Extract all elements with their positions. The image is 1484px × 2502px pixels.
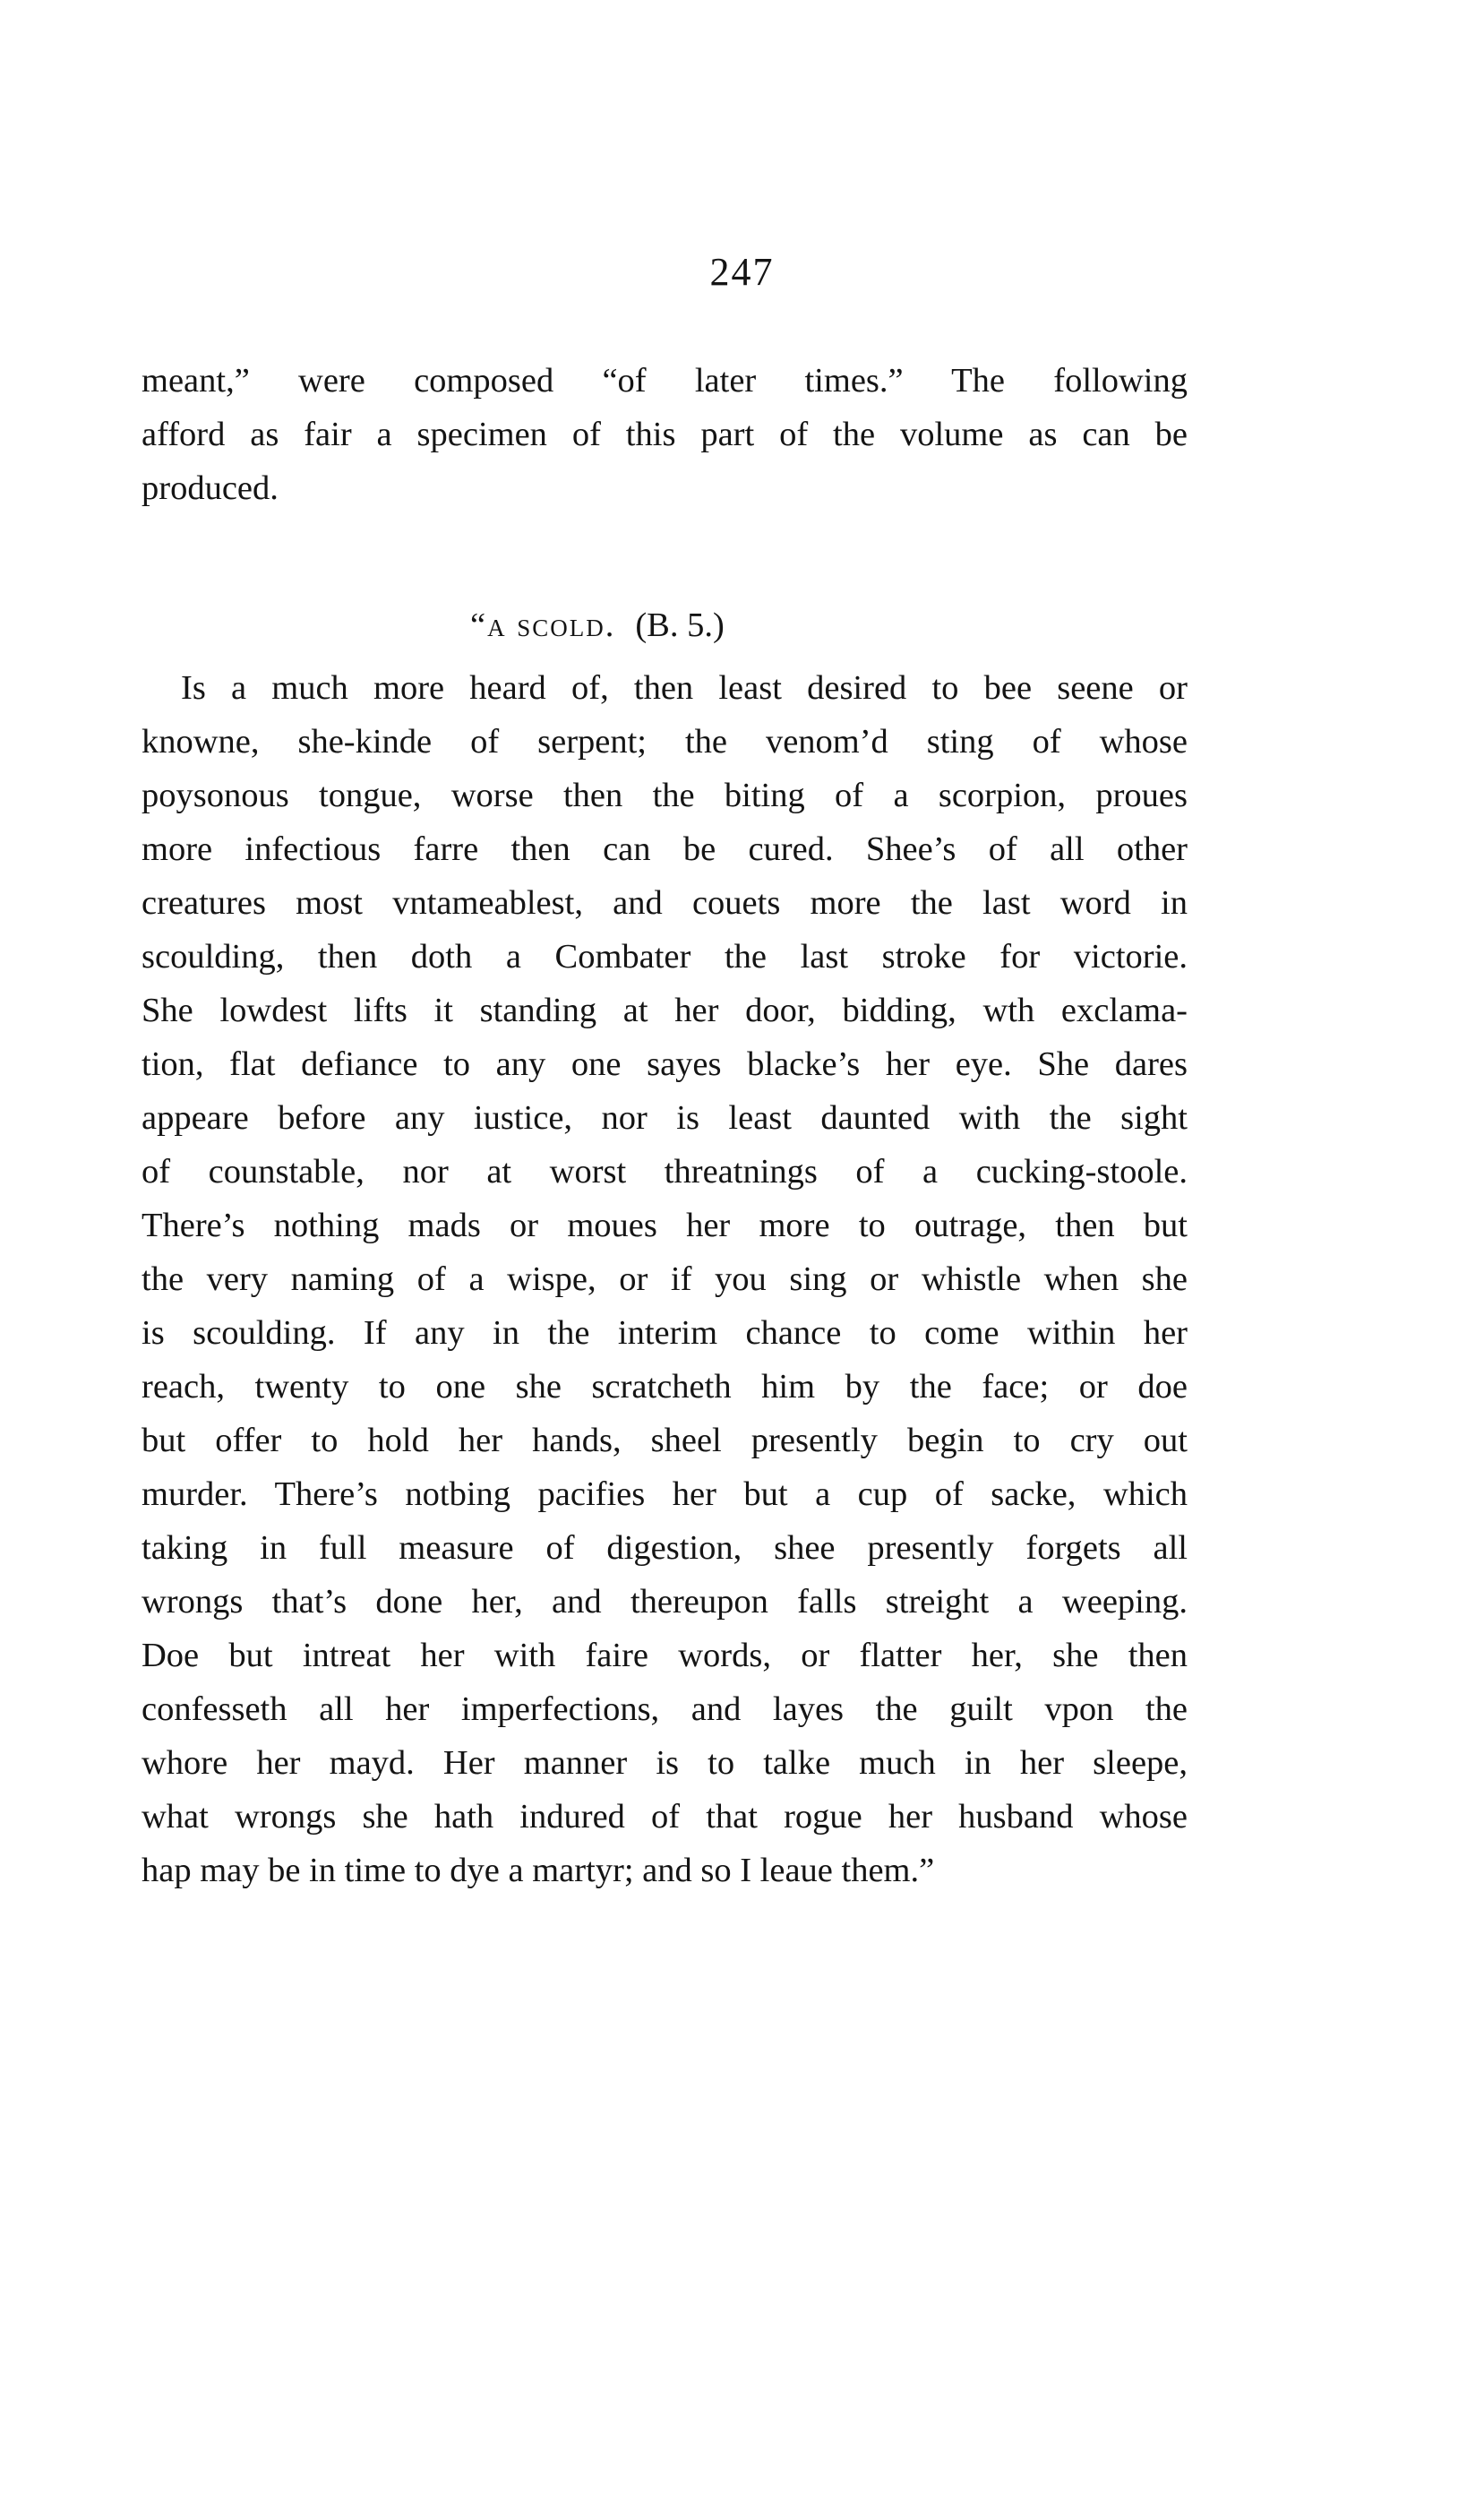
text-line: knowne, she-kinde of serpent; the venom’d sting of whose [142, 723, 1188, 761]
page-number: 247 [709, 250, 775, 294]
heading-title: “a scold. [470, 606, 616, 644]
text-line: what wrongs she hath indured of that rogue her husband whose [142, 1798, 1188, 1836]
text-line: afford as fair a specimen of this part of the volume as can be [142, 416, 1188, 453]
text-line: poysonous tongue, worse then the biting of a scorpion, proues [142, 777, 1188, 814]
heading-reference: (B. 5.) [635, 606, 725, 644]
text-line: but offer to hold her hands, sheel presently begin to cry out [142, 1422, 1188, 1459]
text-line: whore her mayd. Her manner is to talke much in her sleepe, [142, 1744, 1188, 1782]
text-line: creatures most vntameablest, and couets more the last word in [142, 884, 1188, 922]
text-line: wrongs that’s done her, and thereupon falls streight a weeping. [142, 1583, 1188, 1621]
text-line: meant,” were composed “of later times.” The following [142, 362, 1188, 400]
text-line: taking in full measure of digestion, shee presently forgets all [142, 1529, 1188, 1567]
text-line: hap may be in time to dye a martyr; and so I leaue them.” [142, 1852, 935, 1889]
text-line: produced. [142, 469, 279, 507]
text-line: murder. There’s notbing pacifies her but a cup of sacke, which [142, 1475, 1188, 1513]
text-line: is scoulding. If any in the interim chance to come within her [142, 1314, 1188, 1352]
text-line: Is a much more heard of, then least desired to bee seene or [181, 669, 1188, 707]
text-line: of counstable, nor at worst threatnings of a cucking-stoole. [142, 1153, 1188, 1191]
text-line: tion, flat defiance to any one sayes blacke’s her eye. She dares [142, 1045, 1188, 1083]
text-line: She lowdest lifts it standing at her door, bidding, wth exclama- [142, 992, 1188, 1029]
section-heading [470, 598, 725, 652]
text-line: scoulding, then doth a Combater the last stroke for victorie. [142, 938, 1188, 976]
text-line: appeare before any iustice, nor is least daunted with the sight [142, 1099, 1188, 1137]
text-line: confesseth all her imperfections, and layes the guilt vpon the [142, 1690, 1188, 1728]
text-line: more infectious farre then can be cured. Shee’s of all other [142, 830, 1188, 868]
text-line: Doe but intreat her with faire words, or flatter her, she then [142, 1637, 1188, 1674]
text-line: There’s nothing mads or moues her more to outrage, then but [142, 1207, 1188, 1244]
text-line: reach, twenty to one she scratcheth him by the face; or doe [142, 1368, 1188, 1406]
text-line: the very naming of a wispe, or if you sing or whistle when she [142, 1260, 1188, 1298]
quoted-passage [142, 661, 1188, 1897]
intro-paragraph [142, 354, 1188, 515]
